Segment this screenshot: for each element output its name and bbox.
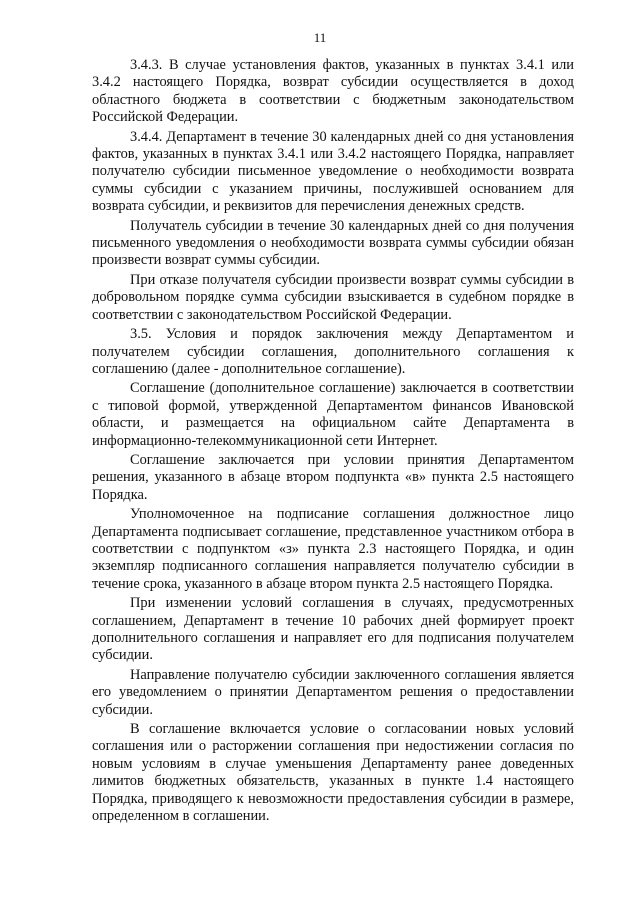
paragraph-refund-obligation: Получатель субсидии в течение 30 календарных дней со дня получения письменного уведомления о необходимости возврата суммы субсидии обязан произвести возврат суммы субсидии. (92, 217, 574, 269)
paragraph-agreement-condition: Соглашение заключается при условии принятия Департаментом решения, указанного в абзаце втором подпункта «в» пункта 2.5 настоящего Порядка. (92, 451, 574, 503)
paragraph-agreement-notification: Направление получателю субсидии заключенного соглашения является его уведомлением о принятии Департаментом решения о предоставлении субсидии. (92, 666, 574, 718)
paragraph-refund-refusal: При отказе получателя субсидии произвести возврат суммы субсидии в добровольном порядке сумма субсидии взыскивается в судебном порядке в соответствии с законодательством Российской Федерации. (92, 271, 574, 323)
paragraph-3-5: 3.5. Условия и порядок заключения между Департаментом и получателем субсидии соглашения, дополнительного соглашения к соглашению (далее - дополнительное соглашение). (92, 326, 574, 377)
paragraph-agreement-signing: Уполномоченное на подписание соглашения должностное лицо Департамента подписывает соглашение, представленное участником отбора в соответствии с подпунктом «з» пункта 2.3 настоящего Порядка, и один экземпляр подписанного соглашения направляется получателю субсидии в течение срока, указанного в абзаце втором пункта 2.5 настоящего Порядка. (92, 506, 574, 592)
paragraph-agreement-form: Соглашение (дополнительное соглашение) заключается в соответствии с типовой формой, утвержденной Департаментом финансов Ивановской области, и размещается на официальном сайте Департамента в информационно-телекоммуникационной сети Интернет. (92, 380, 574, 449)
paragraph-agreement-changes: При изменении условий соглашения в случаях, предусмотренных соглашением, Департамент в течение 10 рабочих дней формирует проект дополнительного соглашения и направляет его для подписания получателем субсидии. (92, 595, 574, 664)
page-number: 11 (313, 30, 327, 45)
document-body (92, 57, 574, 827)
paragraph-3-4-4: 3.4.4. Департамент в течение 30 календарных дней со дня установления фактов, указанных в пунктах 3.4.1 или 3.4.2 настоящего Порядка, направляет получателю субсидии письменное уведомление о необходимости возврата суммы субсидии с указанием причины, послужившей основанием для возврата субсидии, и реквизитов для перечисления денежных средств. (92, 128, 574, 215)
paragraph-agreement-terms: В соглашение включается условие о согласовании новых условий соглашения или о расторжении соглашения при недостижении согласия по новым условиям в случае уменьшения Департаменту ранее доведенных лимитов бюджетных обязательств, указанных в пункте 1.4 настоящего Порядка, приводящего к невозможности предоставления субсидии в размере, определенном в соглашении. (92, 721, 574, 825)
paragraph-3-4-3: 3.4.3. В случае установления фактов, указанных в пунктах 3.4.1 или 3.4.2 настоящего Порядка, возврат субсидии осуществляется в доход областного бюджета в соответствии с бюджетным законодательством Российской Федерации. (92, 57, 574, 126)
